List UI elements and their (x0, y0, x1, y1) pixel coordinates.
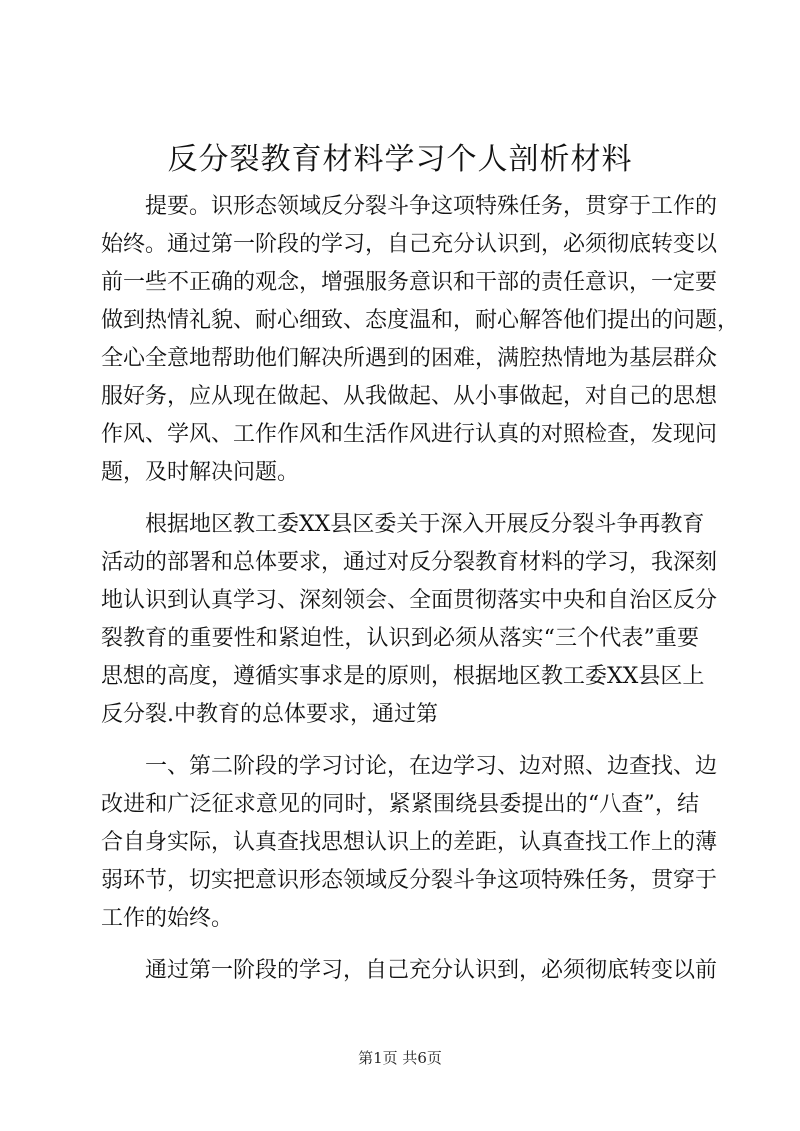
paragraph-line: 做到热情礼貌、耐心细致、态度温和，耐心解答他们提出的问题， (101, 308, 740, 333)
paragraph-line: 地认识到认真学习、深刻领会、全面贯彻落实中央和自治区反分 (101, 588, 718, 613)
paragraph-line: 活动的部署和总体要求，通过对反分裂教育材料的学习，我深刻 (101, 550, 718, 575)
paragraph-4 (101, 952, 718, 990)
paragraph-line: 提要。识形态领域反分裂斗争这项特殊任务，贯穿于工作的 (145, 194, 718, 219)
paragraph-line: 思想的高度，遵循实事求是的原则，根据地区教工委XX县区上 (101, 664, 705, 689)
paragraph-line: 一、第二阶段的学习讨论，在边学习、边对照、边查找、边 (145, 754, 718, 779)
paragraph-line: 改进和广泛征求意见的同时，紧紧围绕县委提出的“八查”，结 (101, 792, 699, 817)
paragraph-line: 反分裂.中教育的总体要求，通过第 (101, 702, 438, 727)
document-title: 反分裂教育材料学习个人剖析材料 (167, 142, 633, 177)
paragraph-1 (101, 188, 740, 492)
paragraph-2 (101, 506, 718, 734)
paragraph-line: 前一些不正确的观念，增强服务意识和干部的责任意识，一定要 (101, 270, 718, 295)
document-body (101, 188, 740, 990)
page-number-label: 第1页 共6页 (358, 1049, 442, 1067)
paragraph-line: 始终。通过第一阶段的学习，自己充分认识到，必须彻底转变以 (101, 232, 718, 257)
page-footer (0, 1048, 800, 1068)
paragraph-line: 服好务，应从现在做起、从我做起、从小事做起，对自己的思想 (101, 384, 718, 409)
paragraph-line: 通过第一阶段的学习，自己充分认识到，必须彻底转变以前 (145, 958, 718, 983)
paragraph-line: 裂教育的重要性和紧迫性，认识到必须从落实“三个代表”重要 (101, 626, 699, 651)
paragraph-line: 工作的始终。 (101, 906, 234, 931)
paragraph-line: 合自身实际，认真查找思想认识上的差距，认真查找工作上的薄 (101, 830, 718, 855)
paragraph-line: 题，及时解决问题。 (101, 460, 300, 485)
paragraph-3 (101, 748, 718, 938)
paragraph-line: 弱环节，切实把意识形态领域反分裂斗争这项特殊任务，贯穿于 (101, 868, 718, 893)
paragraph-line: 作风、学风、工作作风和生活作风进行认真的对照检查，发现问 (101, 422, 718, 447)
paragraph-line: 全心全意地帮助他们解决所遇到的困难，满腔热情地为基层群众 (101, 346, 718, 371)
paragraph-line: 根据地区教工委XX县区委关于深入开展反分裂斗争再教育 (145, 512, 705, 537)
